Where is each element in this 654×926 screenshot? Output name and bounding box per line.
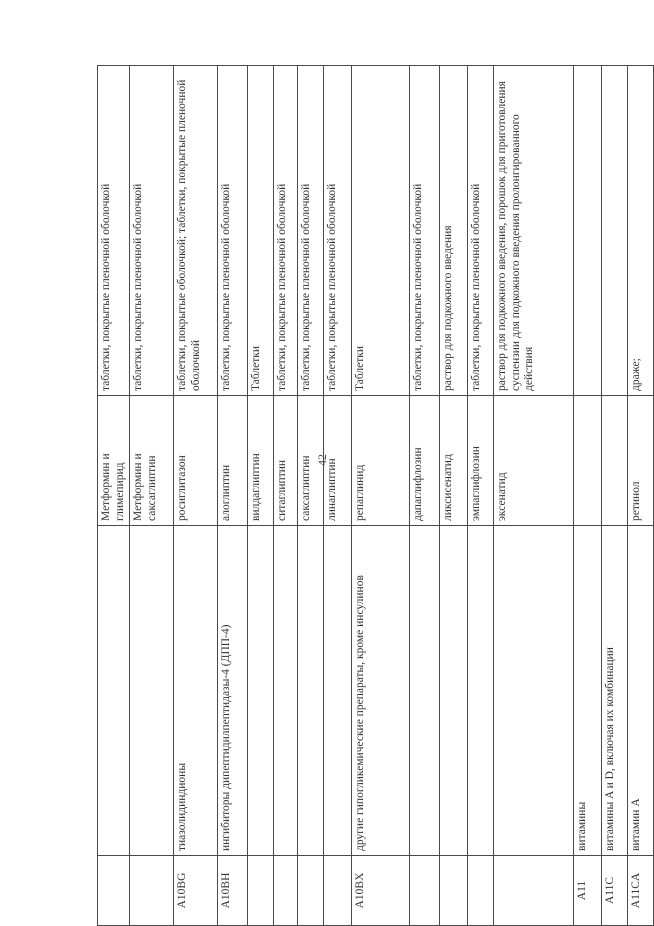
dosage-form-cell: таблетки, покрытые пленочной оболочкой [98,66,130,396]
table-row [274,66,298,926]
dosage-form-cell: драже; [628,66,654,396]
atc-drug-table [97,65,654,926]
atc-code-cell: A11CA [628,856,654,926]
dosage-form-cell: таблетки, покрытые пленочной оболочкой [298,66,324,396]
table-row [98,66,130,926]
table-row [130,66,174,926]
atc-code-cell [324,856,352,926]
table-row [574,66,602,926]
drug-name-cell: ретинол [628,396,654,526]
group-cell [410,526,440,856]
dosage-form-cell [602,66,628,396]
dosage-form-cell: Таблетки [248,66,274,396]
table-row [602,66,628,926]
atc-code-cell: A10BH [218,856,248,926]
table-row [494,66,574,926]
atc-code-cell [468,856,494,926]
dosage-form-cell: раствор для подкожного введения, порошок для приготовления суспензии для подкожного введения пролонгированного действия [494,66,574,396]
drug-name-cell: алоглиптин [218,396,248,526]
atc-code-cell: A11 [574,856,602,926]
group-cell: витамины [574,526,602,856]
table-row [352,66,410,926]
atc-code-cell: A10BX [352,856,410,926]
table-row [248,66,274,926]
atc-code-cell [98,856,130,926]
dosage-form-cell: таблетки, покрытые пленочной оболочкой [130,66,174,396]
drug-name-cell: ситаглиптин [274,396,298,526]
group-cell [324,526,352,856]
drug-name-cell: вилдаглиптин [248,396,274,526]
dosage-form-cell [574,66,602,396]
table-row [174,66,218,926]
drug-name-cell [602,396,628,526]
group-cell [248,526,274,856]
table-row [468,66,494,926]
drug-name-cell: дапаглифлозин [410,396,440,526]
table-row [628,66,654,926]
group-cell [98,526,130,856]
group-cell: витамины A и D, включая их комбинации [602,526,628,856]
group-cell [298,526,324,856]
group-cell [130,526,174,856]
rotated-table-frame [97,66,643,926]
drug-name-cell: Метформин и саксаглиптин [130,396,174,526]
dosage-form-cell: Таблетки [352,66,410,396]
drug-name-cell: ликсисенатид [440,396,468,526]
group-cell [440,526,468,856]
atc-code-cell: A11C [602,856,628,926]
table-row [298,66,324,926]
dosage-form-cell: таблетки, покрытые оболочкой; таблетки, покрытые пленочной оболочкой [174,66,218,396]
table-row [218,66,248,926]
dosage-form-cell: таблетки, покрытые пленочной оболочкой [410,66,440,396]
dosage-form-cell: таблетки, покрытые пленочной оболочкой [468,66,494,396]
table-row [410,66,440,926]
group-cell: тиазолидиндионы [174,526,218,856]
group-cell: витамин A [628,526,654,856]
drug-name-cell: росиглитазон [174,396,218,526]
drug-name-cell: эмпаглифлозин [468,396,494,526]
atc-code-cell [248,856,274,926]
group-cell [274,526,298,856]
dosage-form-cell: таблетки, покрытые пленочной оболочкой [218,66,248,396]
drug-name-cell: репаглинид [352,396,410,526]
atc-code-cell [130,856,174,926]
drug-name-cell [574,396,602,526]
drug-name-cell: линаглиптин [324,396,352,526]
table-row [324,66,352,926]
group-cell: ингибиторы дипептидилпептидазы-4 (ДПП-4) [218,526,248,856]
group-cell: другие гипогликемические препараты, кроме инсулинов [352,526,410,856]
atc-code-cell [440,856,468,926]
drug-name-cell: саксаглиптин [298,396,324,526]
rotated-page [97,66,643,926]
table-row [440,66,468,926]
atc-code-cell [298,856,324,926]
dosage-form-cell: таблетки, покрытые пленочной оболочкой [274,66,298,396]
dosage-form-cell: таблетки, покрытые пленочной оболочкой [324,66,352,396]
atc-code-cell [274,856,298,926]
dosage-form-cell: раствор для подкожного введения [440,66,468,396]
group-cell [494,526,574,856]
atc-code-cell [494,856,574,926]
drug-name-cell: эксенатид [494,396,574,526]
drug-name-cell: Метформин и глимепирид [98,396,130,526]
group-cell [468,526,494,856]
atc-code-cell [410,856,440,926]
atc-code-cell: A10BG [174,856,218,926]
page-number: 42 [315,454,329,466]
